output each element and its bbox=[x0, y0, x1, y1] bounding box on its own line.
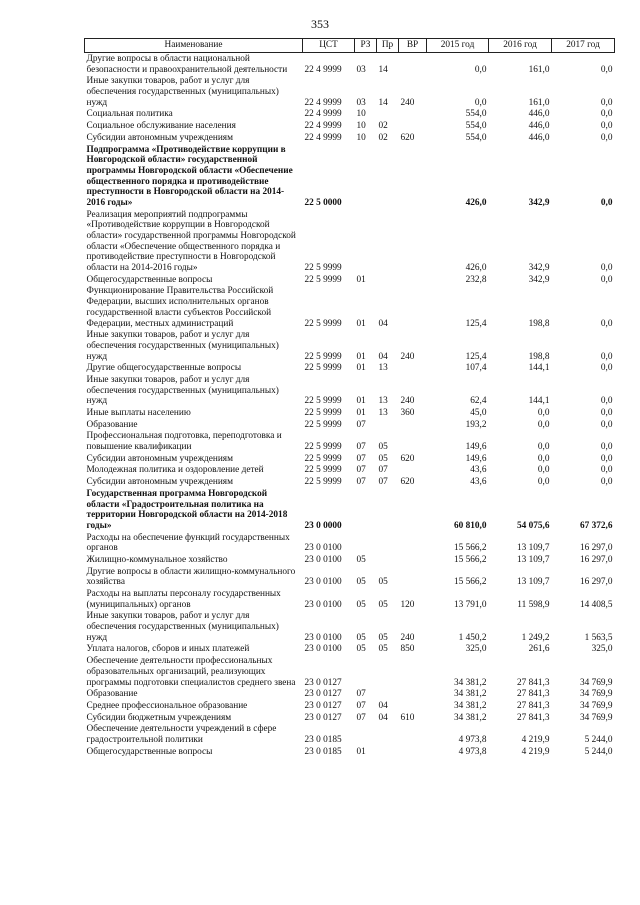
cell-cst: 22 5 9999 bbox=[304, 465, 342, 476]
cell-2017: 0,0 bbox=[600, 477, 613, 488]
cell-cst: 22 4 9999 bbox=[304, 109, 342, 120]
cell-vr bbox=[399, 532, 427, 554]
table-row bbox=[85, 476, 615, 488]
cell-vr bbox=[399, 53, 427, 76]
col-header-cst: ЦСТ bbox=[303, 39, 355, 53]
table-row bbox=[85, 419, 615, 431]
cell-pr: 05 bbox=[378, 644, 388, 655]
cell-vr bbox=[399, 285, 427, 329]
cell-rz: 07 bbox=[356, 442, 366, 453]
table-row bbox=[85, 712, 615, 724]
cell-2017: 0,0 bbox=[600, 396, 613, 407]
cell-2015: 107,4 bbox=[465, 363, 487, 374]
cell-2015: 426,0 bbox=[465, 263, 487, 274]
cell-name: Другие вопросы в области национальной безопасности и правоохранительной деятельности bbox=[86, 54, 288, 75]
table-row bbox=[85, 285, 615, 329]
cell-rz: 01 bbox=[356, 318, 366, 329]
cell-name: Другие общегосударственные вопросы bbox=[86, 363, 242, 374]
cell-2017: 34 769,9 bbox=[579, 677, 613, 688]
table-row bbox=[85, 588, 615, 610]
cell-vr bbox=[399, 688, 427, 700]
cell-cst: 22 5 9999 bbox=[304, 442, 342, 453]
cell-name: Подпрограмма «Противодействие коррупции в Новгородской области» государственной программы Новгородской области «Обеспечение общественного порядка и противодействие преступности в Новгородской области на 2014-2016 годы» bbox=[86, 144, 293, 208]
cell-rz: 07 bbox=[356, 712, 366, 723]
cell-cst: 22 5 9999 bbox=[304, 274, 342, 285]
cell-2016: 13 109,7 bbox=[516, 554, 550, 565]
cell-pr bbox=[377, 108, 399, 120]
cell-2016: 342,9 bbox=[528, 274, 550, 285]
cell-pr: 07 bbox=[378, 465, 388, 476]
cell-pr: 14 bbox=[378, 64, 388, 75]
cell-cst: 22 5 9999 bbox=[304, 419, 342, 430]
cell-2017: 0,0 bbox=[600, 109, 613, 120]
cell-2016: 446,0 bbox=[528, 109, 550, 120]
cell-vr bbox=[399, 144, 427, 209]
cell-vr: 240 bbox=[400, 97, 415, 108]
cell-name: Другие вопросы в области жилищно-коммунального хозяйства bbox=[86, 566, 296, 588]
cell-2015: 232,8 bbox=[465, 274, 487, 285]
col-header-name: Наименование bbox=[85, 39, 303, 53]
cell-2017: 0,0 bbox=[600, 97, 613, 108]
cell-2015: 0,0 bbox=[474, 97, 487, 108]
cell-rz: 01 bbox=[356, 396, 366, 407]
cell-vr bbox=[399, 362, 427, 374]
cell-name: Иные закупки товаров, работ и услуг для обеспечения государственных (муниципальных) нужд bbox=[86, 330, 279, 362]
cell-2017: 0,0 bbox=[600, 64, 613, 75]
cell-name: Иные выплаты населению bbox=[86, 408, 191, 418]
cell-rz: 07 bbox=[356, 419, 366, 430]
col-header-rz: РЗ bbox=[355, 39, 377, 53]
cell-vr: 610 bbox=[400, 712, 415, 723]
cell-pr bbox=[377, 144, 399, 209]
cell-pr bbox=[377, 488, 399, 532]
cell-pr: 05 bbox=[378, 599, 388, 610]
cell-2017: 34 769,9 bbox=[579, 712, 613, 723]
table-row bbox=[85, 723, 615, 745]
table-row bbox=[85, 430, 615, 452]
cell-rz bbox=[355, 655, 377, 688]
table-row bbox=[85, 554, 615, 566]
cell-2015: 15 566,2 bbox=[453, 577, 487, 588]
table-row bbox=[85, 120, 615, 132]
cell-vr bbox=[399, 430, 427, 452]
cell-vr bbox=[399, 723, 427, 745]
cell-rz bbox=[355, 488, 377, 532]
cell-2017: 5 244,0 bbox=[584, 746, 613, 757]
cell-name: Государственная программа Новгородской области «Градостроительная политика на территории Новгородской области на 2014-2018 годы» bbox=[86, 488, 288, 531]
table-row bbox=[85, 700, 615, 712]
cell-vr: 240 bbox=[400, 351, 415, 362]
table-row bbox=[85, 53, 615, 76]
table-body bbox=[85, 53, 615, 758]
cell-rz: 05 bbox=[356, 644, 366, 655]
cell-vr: 620 bbox=[400, 132, 415, 143]
cell-name: Общегосударственные вопросы bbox=[86, 274, 213, 285]
cell-vr bbox=[399, 700, 427, 712]
cell-2017: 14 408,5 bbox=[579, 599, 613, 610]
cell-rz: 03 bbox=[356, 64, 366, 75]
cell-2015: 62,4 bbox=[470, 396, 487, 407]
table-row bbox=[85, 274, 615, 286]
cell-2017: 0,0 bbox=[600, 121, 613, 132]
cell-2015: 45,0 bbox=[470, 408, 487, 418]
cell-pr: 13 bbox=[378, 396, 388, 407]
cell-cst: 22 5 9999 bbox=[304, 477, 342, 488]
cell-rz: 01 bbox=[356, 274, 366, 285]
col-header-2015: 2015 год bbox=[427, 39, 489, 53]
cell-2017: 0,0 bbox=[600, 442, 613, 453]
cell-2016: 0,0 bbox=[537, 453, 550, 464]
cell-2017: 0,0 bbox=[600, 318, 613, 329]
cell-name: Обеспечение деятельности учреждений в сфере градостроительной политики bbox=[86, 724, 277, 745]
cell-2016: 27 841,3 bbox=[516, 677, 550, 688]
cell-name: Обеспечение деятельности профессиональных образовательных организаций, реализующих программы подготовки специалистов среднего звена bbox=[86, 656, 296, 688]
cell-rz: 03 bbox=[356, 97, 366, 108]
cell-2015: 125,4 bbox=[465, 318, 487, 329]
table-row bbox=[85, 464, 615, 476]
cell-cst: 23 0 0127 bbox=[304, 700, 342, 711]
cell-rz: 07 bbox=[356, 477, 366, 488]
cell-2015: 4 973,8 bbox=[458, 734, 487, 745]
cell-2017: 0,0 bbox=[600, 408, 613, 418]
table-row bbox=[85, 643, 615, 655]
cell-rz: 05 bbox=[356, 599, 366, 610]
cell-pr: 14 bbox=[378, 97, 388, 108]
cell-cst: 23 0 0100 bbox=[304, 632, 342, 643]
cell-cst: 23 0 0185 bbox=[304, 746, 342, 757]
cell-2015: 554,0 bbox=[465, 132, 487, 143]
cell-name: Субсидии бюджетным учреждениям bbox=[86, 712, 232, 723]
table-row bbox=[85, 655, 615, 688]
cell-2015: 325,0 bbox=[465, 644, 487, 655]
cell-cst: 22 5 9999 bbox=[304, 263, 342, 274]
cell-cst: 23 0 0127 bbox=[304, 677, 342, 688]
cell-cst: 22 5 9999 bbox=[304, 318, 342, 329]
cell-cst: 22 5 9999 bbox=[304, 453, 342, 464]
cell-2016: 0,0 bbox=[537, 477, 550, 488]
cell-pr: 02 bbox=[378, 121, 388, 132]
cell-rz: 05 bbox=[356, 554, 366, 565]
cell-rz bbox=[355, 144, 377, 209]
table-row bbox=[85, 374, 615, 407]
cell-vr bbox=[399, 566, 427, 588]
table-header bbox=[85, 39, 615, 53]
budget-table bbox=[84, 38, 615, 757]
cell-name: Образование bbox=[86, 419, 138, 430]
cell-2016: 342,9 bbox=[528, 263, 550, 274]
cell-vr bbox=[399, 488, 427, 532]
cell-pr bbox=[377, 554, 399, 566]
cell-2015: 15 566,2 bbox=[453, 554, 487, 565]
cell-cst: 23 0 0100 bbox=[304, 543, 342, 554]
cell-pr: 05 bbox=[378, 442, 388, 453]
cell-pr: 07 bbox=[378, 477, 388, 488]
cell-cst: 22 4 9999 bbox=[304, 64, 342, 75]
cell-name: Социальная политика bbox=[86, 109, 173, 120]
cell-2017: 0,0 bbox=[600, 453, 613, 464]
cell-cst: 23 0 0000 bbox=[304, 520, 342, 531]
cell-vr bbox=[399, 419, 427, 431]
cell-cst: 23 0 0100 bbox=[304, 554, 342, 565]
cell-2016: 161,0 bbox=[528, 97, 550, 108]
cell-2016: 27 841,3 bbox=[516, 689, 550, 700]
cell-cst: 22 4 9999 bbox=[304, 121, 342, 132]
cell-2015: 1 450,2 bbox=[458, 632, 487, 643]
cell-vr: 850 bbox=[400, 644, 415, 655]
cell-cst: 22 4 9999 bbox=[304, 97, 342, 108]
cell-2016: 144,1 bbox=[528, 396, 550, 407]
cell-rz: 07 bbox=[356, 465, 366, 476]
cell-2017: 34 769,9 bbox=[579, 689, 613, 700]
col-header-pr: Пр bbox=[377, 39, 399, 53]
table-row bbox=[85, 532, 615, 554]
cell-2015: 15 566,2 bbox=[453, 543, 487, 554]
table-row bbox=[85, 75, 615, 108]
cell-2017: 0,0 bbox=[600, 465, 613, 476]
cell-pr: 04 bbox=[378, 351, 388, 362]
cell-2015: 4 973,8 bbox=[458, 746, 487, 757]
table-row bbox=[85, 329, 615, 362]
cell-rz bbox=[355, 723, 377, 745]
cell-2016: 0,0 bbox=[537, 465, 550, 476]
cell-cst: 22 5 9999 bbox=[304, 363, 342, 374]
cell-2017: 0,0 bbox=[600, 197, 613, 208]
cell-2016: 0,0 bbox=[537, 419, 550, 430]
cell-cst: 22 5 0000 bbox=[304, 197, 342, 208]
cell-2017: 16 297,0 bbox=[579, 554, 613, 565]
cell-name: Молодежная политика и оздоровление детей bbox=[86, 465, 264, 476]
cell-rz: 07 bbox=[356, 689, 366, 700]
cell-vr bbox=[399, 464, 427, 476]
cell-name: Субсидии автономным учреждениям bbox=[86, 453, 233, 464]
cell-name: Расходы на обеспечение функций государственных органов bbox=[86, 532, 290, 554]
cell-pr bbox=[377, 723, 399, 745]
cell-2016: 342,9 bbox=[528, 197, 550, 208]
cell-name: Иные закупки товаров, работ и услуг для обеспечения государственных (муниципальных) нужд bbox=[86, 76, 279, 108]
page-number: 353 bbox=[311, 17, 329, 31]
cell-2017: 0,0 bbox=[600, 132, 613, 143]
cell-vr: 120 bbox=[400, 599, 415, 610]
cell-2016: 198,8 bbox=[528, 351, 550, 362]
cell-2017: 16 297,0 bbox=[579, 543, 613, 554]
cell-rz: 01 bbox=[356, 351, 366, 362]
cell-rz bbox=[355, 209, 377, 274]
cell-2015: 125,4 bbox=[465, 351, 487, 362]
cell-2015: 13 791,0 bbox=[453, 599, 487, 610]
cell-2016: 0,0 bbox=[537, 408, 550, 418]
cell-2015: 34 381,2 bbox=[453, 700, 487, 711]
cell-pr bbox=[377, 419, 399, 431]
cell-cst: 22 5 9999 bbox=[304, 396, 342, 407]
cell-vr bbox=[399, 120, 427, 132]
cell-rz: 10 bbox=[356, 132, 366, 143]
cell-2015: 43,6 bbox=[470, 465, 487, 476]
cell-name: Расходы на выплаты персоналу государственных (муниципальных) органов bbox=[86, 589, 281, 610]
cell-name: Иные закупки товаров, работ и услуг для обеспечения государственных (муниципальных) нужд bbox=[86, 374, 279, 407]
cell-pr bbox=[377, 688, 399, 700]
cell-2017: 0,0 bbox=[600, 419, 613, 430]
cell-vr: 240 bbox=[400, 632, 415, 643]
cell-2017: 0,0 bbox=[600, 263, 613, 274]
cell-2015: 554,0 bbox=[465, 121, 487, 132]
cell-rz: 01 bbox=[356, 408, 366, 418]
cell-cst: 23 0 0100 bbox=[304, 577, 342, 588]
table-row bbox=[85, 209, 615, 274]
cell-vr bbox=[399, 108, 427, 120]
cell-2015: 60 810,0 bbox=[453, 520, 487, 531]
cell-pr: 04 bbox=[378, 318, 388, 329]
cell-name: Профессиональная подготовка, переподготовка и повышение квалификации bbox=[86, 431, 282, 453]
cell-pr bbox=[377, 532, 399, 554]
cell-name: Среднее профессиональное образование bbox=[86, 700, 248, 711]
cell-vr bbox=[399, 746, 427, 758]
table-row bbox=[85, 610, 615, 643]
col-header-2017: 2017 год bbox=[552, 39, 615, 53]
cell-2016: 27 841,3 bbox=[516, 700, 550, 711]
cell-pr: 04 bbox=[378, 712, 388, 723]
cell-vr bbox=[399, 209, 427, 274]
cell-pr: 05 bbox=[378, 453, 388, 464]
cell-2016: 1 249,2 bbox=[521, 632, 550, 643]
cell-2017: 0,0 bbox=[600, 274, 613, 285]
cell-cst: 22 5 9999 bbox=[304, 351, 342, 362]
cell-2016: 13 109,7 bbox=[516, 543, 550, 554]
cell-2016: 446,0 bbox=[528, 121, 550, 132]
cell-vr: 620 bbox=[400, 477, 415, 488]
table-row bbox=[85, 688, 615, 700]
cell-2015: 426,0 bbox=[465, 197, 487, 208]
cell-2015: 149,6 bbox=[465, 442, 487, 453]
cell-2016: 27 841,3 bbox=[516, 712, 550, 723]
cell-pr bbox=[377, 746, 399, 758]
cell-name: Образование bbox=[86, 689, 138, 700]
cell-rz: 10 bbox=[356, 109, 366, 120]
cell-2016: 261,6 bbox=[528, 644, 550, 655]
cell-pr: 02 bbox=[378, 132, 388, 143]
cell-name: Функционирование Правительства Российской Федерации, высших исполнительных органов государственной власти субъектов Российской Федерации, местных администраций bbox=[86, 286, 274, 329]
cell-2016: 198,8 bbox=[528, 318, 550, 329]
table-row bbox=[85, 132, 615, 144]
cell-pr bbox=[377, 209, 399, 274]
cell-cst: 23 0 0127 bbox=[304, 712, 342, 723]
cell-2017: 34 769,9 bbox=[579, 700, 613, 711]
cell-pr: 13 bbox=[378, 408, 388, 418]
cell-2016: 144,1 bbox=[528, 363, 550, 374]
table-row bbox=[85, 488, 615, 532]
cell-name: Общегосударственные вопросы bbox=[86, 746, 213, 757]
cell-2017: 0,0 bbox=[600, 363, 613, 374]
cell-vr bbox=[399, 554, 427, 566]
cell-cst: 23 0 0100 bbox=[304, 599, 342, 610]
cell-vr: 620 bbox=[400, 453, 415, 464]
cell-2016: 11 598,9 bbox=[517, 599, 550, 610]
table-row bbox=[85, 108, 615, 120]
table-row bbox=[85, 144, 615, 209]
cell-cst: 23 0 0100 bbox=[304, 644, 342, 655]
cell-2017: 1 563,5 bbox=[584, 632, 613, 643]
cell-pr: 05 bbox=[378, 577, 388, 588]
cell-vr: 360 bbox=[400, 408, 415, 418]
cell-2017: 5 244,0 bbox=[584, 734, 613, 745]
cell-vr: 240 bbox=[400, 396, 415, 407]
cell-2016: 54 075,6 bbox=[516, 520, 550, 531]
cell-2015: 34 381,2 bbox=[453, 689, 487, 700]
cell-pr bbox=[377, 655, 399, 688]
cell-2015: 149,6 bbox=[465, 453, 487, 464]
cell-pr: 13 bbox=[378, 363, 388, 374]
cell-rz: 07 bbox=[356, 453, 366, 464]
table-row bbox=[85, 407, 615, 419]
cell-name: Иные закупки товаров, работ и услуг для обеспечения государственных (муниципальных) нужд bbox=[86, 611, 279, 643]
cell-cst: 22 5 9999 bbox=[304, 408, 342, 418]
cell-pr bbox=[377, 274, 399, 286]
cell-rz bbox=[355, 532, 377, 554]
cell-cst: 22 4 9999 bbox=[304, 132, 342, 143]
cell-name: Социальное обслуживание населения bbox=[86, 121, 236, 132]
cell-name: Уплата налогов, сборов и иных платежей bbox=[86, 644, 250, 655]
cell-2016: 4 219,9 bbox=[521, 746, 550, 757]
cell-2016: 446,0 bbox=[528, 132, 550, 143]
cell-name: Реализация мероприятий подпрограммы «Противодействие коррупции в Новгородской области» государственной программы Новгородской области «Обеспечение общественного порядка и противодействие преступности в Новгородской области на 2014-2016 годы» bbox=[86, 209, 296, 274]
cell-2016: 13 109,7 bbox=[516, 577, 550, 588]
cell-2016: 0,0 bbox=[537, 442, 550, 453]
cell-name: Жилищно-коммунальное хозяйство bbox=[86, 554, 228, 565]
cell-pr: 05 bbox=[378, 632, 388, 643]
cell-rz: 10 bbox=[356, 121, 366, 132]
cell-name: Субсидии автономным учреждениям bbox=[86, 132, 233, 143]
cell-rz: 05 bbox=[356, 632, 366, 643]
cell-cst: 23 0 0127 bbox=[304, 689, 342, 700]
cell-2017: 325,0 bbox=[591, 644, 613, 655]
cell-2015: 193,2 bbox=[465, 419, 487, 430]
table-row bbox=[85, 453, 615, 465]
col-header-2016: 2016 год bbox=[489, 39, 552, 53]
cell-2017: 0,0 bbox=[600, 351, 613, 362]
cell-rz: 05 bbox=[356, 577, 366, 588]
cell-2017: 67 372,6 bbox=[579, 520, 613, 531]
cell-rz: 01 bbox=[356, 363, 366, 374]
cell-2015: 34 381,2 bbox=[453, 712, 487, 723]
cell-2015: 0,0 bbox=[474, 64, 487, 75]
cell-rz: 07 bbox=[356, 700, 366, 711]
cell-pr: 04 bbox=[378, 700, 388, 711]
table-row bbox=[85, 746, 615, 758]
cell-2015: 43,6 bbox=[470, 477, 487, 488]
cell-vr bbox=[399, 655, 427, 688]
cell-name: Субсидии автономным учреждениям bbox=[86, 477, 233, 488]
cell-2016: 161,0 bbox=[528, 64, 550, 75]
col-header-vr: ВР bbox=[399, 39, 427, 53]
table-row bbox=[85, 566, 615, 588]
cell-vr bbox=[399, 274, 427, 286]
cell-rz: 01 bbox=[356, 746, 366, 757]
cell-2016: 4 219,9 bbox=[521, 734, 550, 745]
cell-2017: 16 297,0 bbox=[579, 577, 613, 588]
cell-2015: 554,0 bbox=[465, 109, 487, 120]
table-row bbox=[85, 362, 615, 374]
cell-cst: 23 0 0185 bbox=[304, 734, 342, 745]
cell-2015: 34 381,2 bbox=[453, 677, 487, 688]
